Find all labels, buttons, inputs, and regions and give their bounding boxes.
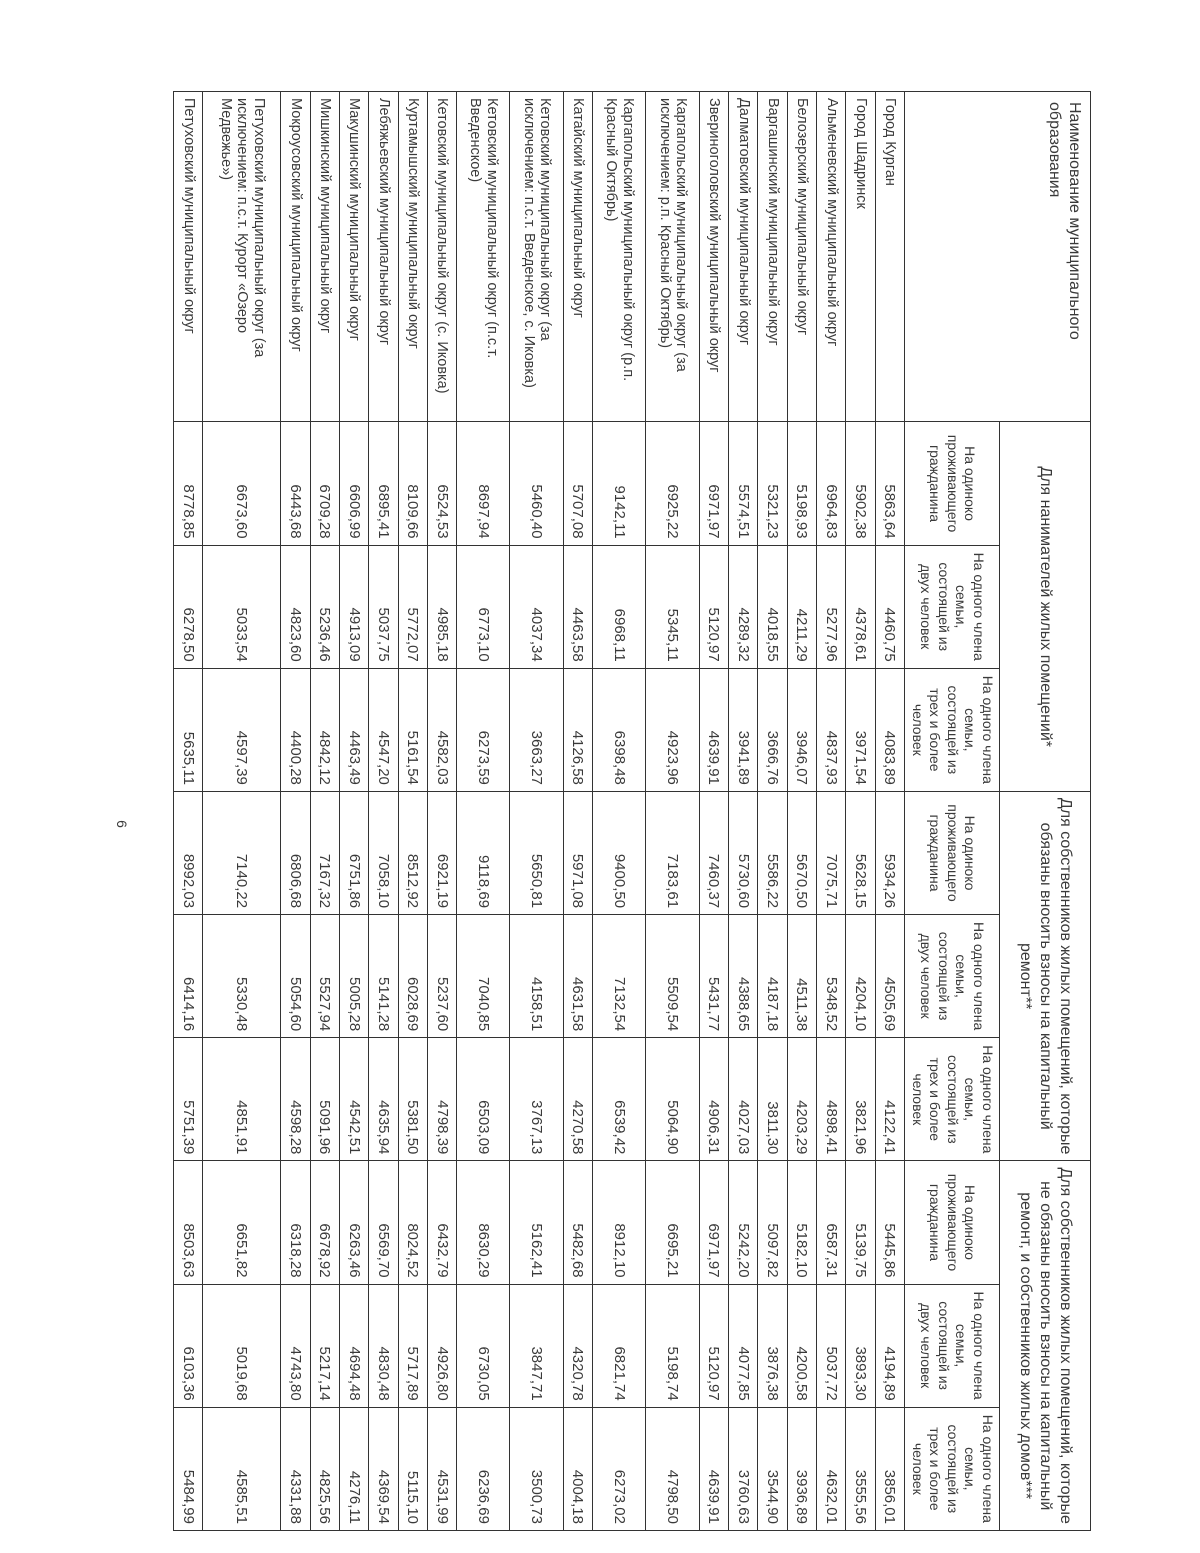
value-cell: 5348,52 [817,915,846,1038]
value-cell: 5628,15 [846,791,875,914]
municipality-name: Альменевский муниципальный округ [817,92,846,422]
value-cell: 3946,07 [787,668,816,791]
municipality-name: Мокроусовский муниципальный округ [281,92,310,422]
value-cell: 4635,94 [369,1038,398,1161]
value-cell: 4743,80 [281,1284,310,1407]
municipality-name: Макушинский муниципальный округ [339,92,368,422]
value-cell: 6971,97 [699,1161,728,1284]
value-cell: 5934,26 [875,791,904,914]
value-cell: 4511,38 [787,915,816,1038]
value-cell: 5717,89 [398,1284,427,1407]
value-cell: 5237,60 [427,915,456,1038]
value-cell: 5345,11 [646,545,699,668]
value-cell: 5730,60 [729,791,758,914]
value-cell: 4985,18 [427,545,456,668]
value-cell: 4597,39 [203,668,281,791]
table-row [398,92,427,1531]
table-row [787,92,816,1531]
value-cell: 4037,34 [510,545,563,668]
value-cell: 4158,51 [510,915,563,1038]
value-cell: 8512,92 [398,791,427,914]
value-cell: 6569,70 [369,1161,398,1284]
header-sub-single: На одиноко проживающего гражданина [905,1161,1000,1284]
value-cell: 5431,77 [699,915,728,1038]
municipality-name: Куртамышский муниципальный округ [398,92,427,422]
value-cell: 3856,01 [875,1407,904,1530]
header-sub-single: На одиноко проживающего гражданина [905,791,1000,914]
value-cell: 4923,96 [646,668,699,791]
value-cell: 5064,90 [646,1038,699,1161]
value-cell: 3500,73 [510,1407,563,1530]
value-cell: 4798,39 [427,1038,456,1161]
value-cell: 6432,79 [427,1161,456,1284]
value-cell: 3544,90 [758,1407,787,1530]
value-cell: 6318,28 [281,1161,310,1284]
value-cell: 3821,96 [846,1038,875,1161]
value-cell: 3760,63 [729,1407,758,1530]
value-cell: 5097,82 [758,1161,787,1284]
value-cell: 5381,50 [398,1038,427,1161]
value-cell: 6263,46 [339,1161,368,1284]
value-cell: 3941,89 [729,668,758,791]
value-cell: 4320,78 [563,1284,592,1407]
municipality-name: Город Курган [875,92,904,422]
value-cell: 5005,28 [339,915,368,1038]
value-cell: 4639,91 [699,1407,728,1530]
municipality-name: Звериноголовский муниципальный округ [699,92,728,422]
table-row [758,92,787,1531]
value-cell: 4639,91 [699,668,728,791]
value-cell: 4505,69 [875,915,904,1038]
municipality-name: Город Шадринск [846,92,875,422]
value-cell: 6273,02 [593,1407,646,1530]
value-cell: 5321,23 [758,422,787,545]
value-cell: 6968,11 [593,545,646,668]
value-cell: 4531,99 [427,1407,456,1530]
value-cell: 4631,58 [563,915,592,1038]
value-cell: 6398,48 [593,668,646,791]
value-cell: 4077,85 [729,1284,758,1407]
value-cell: 6028,69 [398,915,427,1038]
value-cell: 5019,68 [203,1284,281,1407]
value-cell: 4122,41 [875,1038,904,1161]
value-cell: 5141,28 [369,915,398,1038]
value-cell: 5330,48 [203,915,281,1038]
table-row [729,92,758,1531]
value-cell: 5574,51 [729,422,758,545]
value-cell: 5217,14 [310,1284,339,1407]
value-cell: 5650,81 [510,791,563,914]
value-cell: 6921,19 [427,791,456,914]
value-cell: 6925,22 [646,422,699,545]
value-cell: 5120,97 [699,1284,728,1407]
value-cell: 4906,31 [699,1038,728,1161]
value-cell: 6821,74 [593,1284,646,1407]
header-sub-three: На одного члена семьи, состоящей из трех и более человек [905,1407,1000,1530]
value-cell: 7140,22 [203,791,281,914]
table-row [457,92,510,1531]
value-cell: 8503,63 [174,1161,203,1284]
value-cell: 4585,51 [203,1407,281,1530]
value-cell: 8697,94 [457,422,510,545]
value-cell: 8630,29 [457,1161,510,1284]
value-cell: 5139,75 [846,1161,875,1284]
value-cell: 5115,10 [398,1407,427,1530]
header-sub-two: На одного члена семьи, состоящей из двух человек [905,545,1000,668]
value-cell: 3876,38 [758,1284,787,1407]
value-cell: 4378,61 [846,545,875,668]
value-cell: 4400,28 [281,668,310,791]
header-sub-three: На одного члена семьи, состоящей из трех и более человек [905,1038,1000,1161]
value-cell: 6587,31 [817,1161,846,1284]
municipality-name: Кетовский муниципальный округ (п.с.т. Введенское) [457,92,510,422]
value-cell: 6273,59 [457,668,510,791]
value-cell: 4004,18 [563,1407,592,1530]
value-cell: 4460,75 [875,545,904,668]
value-cell: 6651,82 [203,1161,281,1284]
table-row [369,92,398,1531]
value-cell: 6895,41 [369,422,398,545]
value-cell: 5161,54 [398,668,427,791]
municipality-name: Лебяжьевский муниципальный округ [369,92,398,422]
header-sub-single: На одиноко проживающего гражданина [905,422,1000,545]
value-cell: 3811,30 [758,1038,787,1161]
table-row [563,92,592,1531]
value-cell: 5091,96 [310,1038,339,1161]
value-cell: 5751,39 [174,1038,203,1161]
header-group-tenants: Для нанимателей жилых помещений* [1000,422,1091,791]
value-cell: 5277,96 [817,545,846,668]
value-cell: 9118,69 [457,791,510,914]
value-cell: 5198,74 [646,1284,699,1407]
table-row [339,92,368,1531]
value-cell: 6971,97 [699,422,728,545]
value-cell: 5772,07 [398,545,427,668]
value-cell: 4926,80 [427,1284,456,1407]
value-cell: 6443,68 [281,422,310,545]
value-cell: 4823,60 [281,545,310,668]
value-cell: 4194,89 [875,1284,904,1407]
value-cell: 4898,41 [817,1038,846,1161]
value-cell: 4825,56 [310,1407,339,1530]
value-cell: 3767,13 [510,1038,563,1161]
value-cell: 4694,48 [339,1284,368,1407]
value-cell: 4542,51 [339,1038,368,1161]
value-cell: 9400,50 [593,791,646,914]
municipality-name: Каргапольский муниципальный округ (р.п. Красный Октябрь) [593,92,646,422]
value-cell: 4187,18 [758,915,787,1038]
municipality-name: Катайский муниципальный округ [563,92,592,422]
value-cell: 4463,49 [339,668,368,791]
value-cell: 4200,58 [787,1284,816,1407]
value-cell: 4913,09 [339,545,368,668]
header-sub-two: На одного члена семьи, состоящей из двух человек [905,915,1000,1038]
value-cell: 9142,11 [593,422,646,545]
municipality-name: Кетовский муниципальный округ (за исключением: п.с.т. Введенское, с. Иковка) [510,92,563,422]
value-cell: 5635,11 [174,668,203,791]
value-cell: 4842,12 [310,668,339,791]
value-cell: 8109,66 [398,422,427,545]
value-cell: 4204,10 [846,915,875,1038]
value-cell: 5198,93 [787,422,816,545]
value-cell: 4027,03 [729,1038,758,1161]
value-cell: 3893,30 [846,1284,875,1407]
value-cell: 7132,54 [593,915,646,1038]
municipality-name: Петуховский муниципальный округ [174,92,203,422]
value-cell: 6709,28 [310,422,339,545]
value-cell: 4851,91 [203,1038,281,1161]
header-name-column: Наименование муниципального образования [905,92,1091,422]
table-row [281,92,310,1531]
rotated-table-wrapper [173,91,1091,1531]
value-cell: 7075,71 [817,791,846,914]
value-cell: 5445,86 [875,1161,904,1284]
value-cell: 7058,10 [369,791,398,914]
value-cell: 6730,05 [457,1284,510,1407]
value-cell: 6414,16 [174,915,203,1038]
value-cell: 8912,10 [593,1161,646,1284]
value-cell: 6103,36 [174,1284,203,1407]
value-cell: 6773,10 [457,545,510,668]
value-cell: 6236,69 [457,1407,510,1530]
table-body [174,92,905,1531]
value-cell: 4632,01 [817,1407,846,1530]
value-cell: 5971,08 [563,791,592,914]
value-cell: 6278,50 [174,545,203,668]
value-cell: 6524,53 [427,422,456,545]
value-cell: 5670,50 [787,791,816,914]
value-cell: 5586,22 [758,791,787,914]
municipality-name: Петуховский муниципальный округ (за исключением: п.с.т. Курорт «Озеро Медвежье») [203,92,281,422]
value-cell: 5484,99 [174,1407,203,1530]
table-row [427,92,456,1531]
value-cell: 5707,08 [563,422,592,545]
header-sub-three: На одного члена семьи, состоящей из трех и более человек [905,668,1000,791]
table-row [817,92,846,1531]
value-cell: 5460,40 [510,422,563,545]
value-cell: 4598,28 [281,1038,310,1161]
value-cell: 5182,10 [787,1161,816,1284]
value-cell: 5242,20 [729,1161,758,1284]
value-cell: 6606,99 [339,422,368,545]
municipality-name: Варгашинский муниципальный округ [758,92,787,422]
table-row [699,92,728,1531]
value-cell: 5509,54 [646,915,699,1038]
value-cell: 5863,64 [875,422,904,545]
table-row [310,92,339,1531]
value-cell: 4289,32 [729,545,758,668]
value-cell: 4369,54 [369,1407,398,1530]
table-row [646,92,699,1531]
value-cell: 4211,29 [787,545,816,668]
value-cell: 4203,29 [787,1038,816,1161]
value-cell: 3666,76 [758,668,787,791]
value-cell: 6806,68 [281,791,310,914]
value-cell: 4083,89 [875,668,904,791]
table-row [593,92,646,1531]
value-cell: 3555,56 [846,1407,875,1530]
value-cell: 3971,54 [846,668,875,791]
data-table [173,91,1091,1531]
table-row [846,92,875,1531]
value-cell: 3847,71 [510,1284,563,1407]
municipality-name: Далматовский муниципальный округ [729,92,758,422]
value-cell: 4126,58 [563,668,592,791]
header-group-row [1000,92,1091,1531]
value-cell: 4463,58 [563,545,592,668]
value-cell: 4830,48 [369,1284,398,1407]
value-cell: 5527,94 [310,915,339,1038]
value-cell: 6539,42 [593,1038,646,1161]
value-cell: 5162,41 [510,1161,563,1284]
value-cell: 6964,83 [817,422,846,545]
header-group-owners-obliged: Для собственников жилых помещений, которые обязаны вносить взносы на капитальный ремонт** [1000,791,1091,1160]
page-number: 6 [113,820,130,828]
value-cell: 6678,92 [310,1161,339,1284]
value-cell: 7460,37 [699,791,728,914]
municipality-name: Мишкинский муниципальный округ [310,92,339,422]
value-cell: 4547,20 [369,668,398,791]
value-cell: 4331,88 [281,1407,310,1530]
value-cell: 7167,32 [310,791,339,914]
value-cell: 8992,03 [174,791,203,914]
municipality-name: Кетовский муниципальный округ (с. Иковка) [427,92,456,422]
table-row [875,92,904,1531]
value-cell: 3663,27 [510,668,563,791]
value-cell: 5037,72 [817,1284,846,1407]
value-cell: 8778,85 [174,422,203,545]
table-row [203,92,281,1531]
value-cell: 4276,11 [339,1407,368,1530]
value-cell: 5236,46 [310,545,339,668]
value-cell: 6751,86 [339,791,368,914]
value-cell: 4388,65 [729,915,758,1038]
value-cell: 5054,60 [281,915,310,1038]
value-cell: 6503,09 [457,1038,510,1161]
value-cell: 8024,52 [398,1161,427,1284]
value-cell: 4270,58 [563,1038,592,1161]
value-cell: 3936,89 [787,1407,816,1530]
municipality-name: Каргапольский муниципальный округ (за исключением: р.п. Красный Октябрь) [646,92,699,422]
value-cell: 4582,03 [427,668,456,791]
value-cell: 6695,21 [646,1161,699,1284]
value-cell: 5902,38 [846,422,875,545]
header-sub-two: На одного члена семьи, состоящей из двух человек [905,1284,1000,1407]
header-group-owners-not-obliged: Для собственников жилых помещений, которые не обязаны вносить взносы на капитальный ремонт, и собственников жилых домов*** [1000,1161,1091,1531]
value-cell: 4837,93 [817,668,846,791]
value-cell: 7183,61 [646,791,699,914]
value-cell: 7040,85 [457,915,510,1038]
value-cell: 5482,68 [563,1161,592,1284]
value-cell: 4798,50 [646,1407,699,1530]
municipality-name: Белозерский муниципальный округ [787,92,816,422]
value-cell: 4018,55 [758,545,787,668]
value-cell: 5033,54 [203,545,281,668]
table-row [510,92,563,1531]
table-row [174,92,203,1531]
value-cell: 5037,75 [369,545,398,668]
value-cell: 6673,60 [203,422,281,545]
value-cell: 5120,97 [699,545,728,668]
